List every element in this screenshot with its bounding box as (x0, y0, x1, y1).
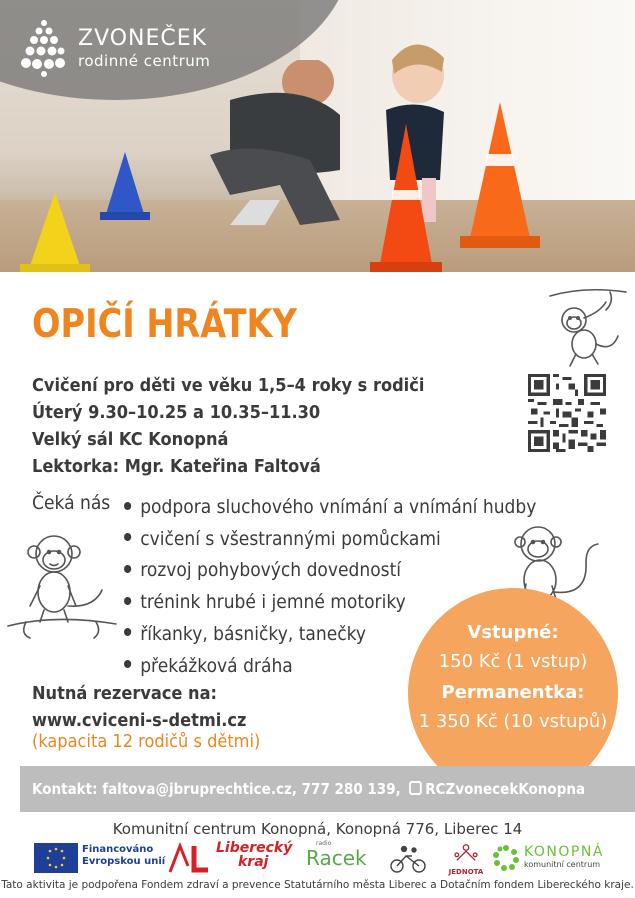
photo-yellow-cone (20, 190, 90, 272)
photo-parent-figure (190, 60, 380, 230)
pass-label: Permanentka: (441, 682, 585, 703)
info-time: Úterý 9.30–10.25 a 10.35–11.30 (32, 402, 321, 423)
brand-name: ZVONEČEK (78, 26, 208, 51)
photo-orange-cone (370, 120, 442, 272)
address: Komunitní centrum Konopná, Konopná 776, Liberec 14 (112, 820, 523, 838)
info-lecturer: Lektorka: Mgr. Kateřina Faltová (32, 456, 321, 477)
bullet-icon (124, 660, 131, 668)
bicycle-family-icon (388, 844, 428, 874)
bullet-icon (124, 502, 131, 510)
brand-logo (20, 18, 210, 78)
reservation-label: Nutná rezervace na: (32, 683, 217, 704)
jednota-logo: JEDNOTA (446, 842, 486, 874)
eu-text: Financováno Evropskou unií (82, 844, 166, 867)
eu-flag-icon (34, 843, 78, 873)
list-item: rozvoj pohybových dovedností (124, 555, 536, 587)
list-intro: Čeká nás (32, 492, 111, 514)
contact-text[interactable]: Kontakt: faltova@jbruprechtice.cz, 777 280 139, (32, 780, 401, 798)
funding-footnote: Tato aktivita je podpořena Fondem zdraví a prevence Statutárního města Liberec a Dotačním fondem Libereckého kraje. (1, 879, 634, 891)
reservation-url[interactable]: www.cviceni-s-detmi.cz (32, 710, 247, 731)
page-title: OPIČÍ HRÁTKY (32, 302, 297, 347)
radio-racek-logo: radio Racek (306, 840, 367, 870)
info-age: Cvičení pro děti ve věku 1,5–4 roky s rodiči (32, 375, 425, 396)
contact-bar (20, 766, 635, 812)
bullet-icon (124, 533, 131, 541)
list-item: říkanky, básničky, tanečky (124, 619, 536, 651)
hanging-monkey-icon (540, 282, 628, 370)
bullet-icon (124, 597, 131, 605)
bullet-icon (124, 628, 131, 636)
brand-subtitle: rodinné centrum (78, 52, 211, 70)
capacity-note: (kapacita 12 rodičů s dětmi) (32, 731, 261, 752)
list-item: trénink hrubé i jemné motoriky (124, 587, 536, 619)
qr-code[interactable] (528, 374, 606, 452)
list-item: cvičení s všestrannými pomůckami (124, 524, 536, 556)
facebook-icon (409, 781, 422, 795)
liberecky-kraj-logo: Liberecký kraj (216, 840, 293, 870)
photo-blue-cone (100, 150, 150, 220)
entry-label: Vstupné: (467, 622, 559, 643)
list-item: podpora sluchového vnímání a vnímání hudby (124, 492, 536, 524)
bullet-icon (124, 565, 131, 573)
sponsor-logos (30, 838, 620, 878)
photo-orange-cone-2 (460, 98, 540, 248)
konopna-dots-icon (492, 844, 520, 872)
entry-value: 150 Kč (1 vstup) (438, 651, 588, 672)
reservation-block (32, 680, 246, 734)
liberec-city-icon (168, 842, 210, 874)
sitting-monkey-left-icon (6, 526, 121, 644)
facebook-handle[interactable]: RCZvonecekKonopna (425, 780, 586, 798)
pass-value: 1 350 Kč (10 vstupů) (418, 711, 608, 732)
list-item: překážková dráha (124, 651, 536, 683)
konopna-logo: KONOPNÁ komunitní centrum (524, 844, 604, 869)
info-place: Velký sál KC Konopná (32, 429, 229, 450)
event-info (32, 372, 424, 480)
bell-dots-icon (20, 18, 68, 78)
